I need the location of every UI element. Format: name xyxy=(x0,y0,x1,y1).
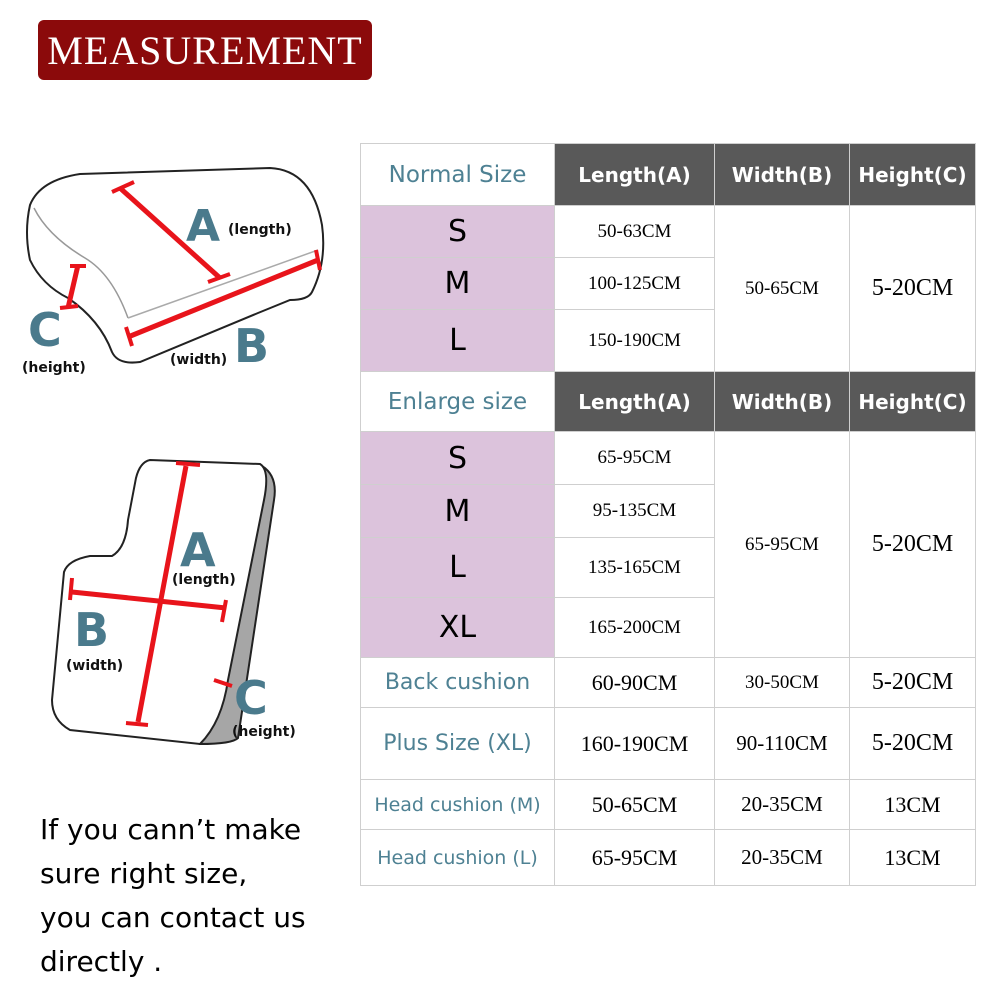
seat-b-letter: B xyxy=(234,319,270,373)
normal-width-value: 50-65CM xyxy=(715,206,850,372)
back-b-letter: B xyxy=(74,603,110,657)
extra-width: 90-110CM xyxy=(715,708,850,780)
extra-length: 65-95CM xyxy=(555,830,715,886)
extra-height: 13CM xyxy=(850,780,976,830)
size-cell: M xyxy=(361,258,555,310)
enlarge-width-header: Width(B) xyxy=(715,372,850,432)
length-cell: 50-63CM xyxy=(555,206,715,258)
note-line: directly . xyxy=(40,945,163,978)
length-cell: 100-125CM xyxy=(555,258,715,310)
seat-c-letter: C xyxy=(28,303,62,357)
normal-height-value: 5-20CM xyxy=(850,206,976,372)
enlarge-height-header: Height(C) xyxy=(850,372,976,432)
extra-width: 30-50CM xyxy=(715,658,850,708)
normal-width-header: Width(B) xyxy=(715,144,850,206)
table-row xyxy=(361,658,976,708)
size-cell: XL xyxy=(361,598,555,658)
extra-height: 5-20CM xyxy=(850,708,976,780)
length-cell: 135-165CM xyxy=(555,538,715,598)
normal-length-header: Length(A) xyxy=(555,144,715,206)
banner-title: MEASUREMENT xyxy=(47,27,363,73)
size-cell: L xyxy=(361,310,555,372)
seat-a-note: (length) xyxy=(228,222,292,238)
length-cell: 65-95CM xyxy=(555,432,715,485)
enlarge-width-value: 65-95CM xyxy=(715,432,850,658)
table-row xyxy=(361,830,976,886)
enlarge-height-value: 5-20CM xyxy=(850,432,976,658)
seat-cushion-diagram xyxy=(22,168,323,376)
size-cell: S xyxy=(361,432,555,485)
back-a-letter: A xyxy=(180,523,216,577)
back-c-note: (height) xyxy=(232,724,296,740)
seat-height-cap-bottom xyxy=(60,306,78,308)
note-line: sure right size, xyxy=(40,857,248,890)
extra-width: 20-35CM xyxy=(715,830,850,886)
table-row xyxy=(361,206,976,258)
back-a-note: (length) xyxy=(172,572,236,588)
extra-label: Plus Size (XL) xyxy=(361,708,555,780)
back-cushion-diagram xyxy=(52,460,296,744)
enlarge-length-header: Length(A) xyxy=(555,372,715,432)
extra-height: 13CM xyxy=(850,830,976,886)
seat-b-note: (width) xyxy=(170,352,228,368)
extra-label: Head cushion (L) xyxy=(361,830,555,886)
table-row xyxy=(361,432,976,485)
note-line: you can contact us xyxy=(40,901,306,934)
enlarge-size-label: Enlarge size xyxy=(361,372,555,432)
length-cell: 150-190CM xyxy=(555,310,715,372)
note-line: If you cann’t make xyxy=(40,813,302,846)
normal-size-label: Normal Size xyxy=(361,144,555,206)
table-row xyxy=(361,780,976,830)
extra-label: Back cushion xyxy=(361,658,555,708)
size-cell: M xyxy=(361,485,555,538)
enlarge-header-row xyxy=(361,372,976,432)
table-row xyxy=(361,708,976,780)
back-c-letter: C xyxy=(234,671,268,725)
measurement-diagrams xyxy=(0,0,363,780)
back-length-cap-top xyxy=(176,463,200,465)
seat-a-letter: A xyxy=(186,201,221,252)
back-length-cap-bottom xyxy=(126,723,148,725)
normal-height-header: Height(C) xyxy=(850,144,976,206)
size-cell: L xyxy=(361,538,555,598)
extra-length: 160-190CM xyxy=(555,708,715,780)
contact-note xyxy=(40,808,340,984)
extra-height: 5-20CM xyxy=(850,658,976,708)
extra-width: 20-35CM xyxy=(715,780,850,830)
extra-length: 60-90CM xyxy=(555,658,715,708)
size-table xyxy=(360,143,976,886)
extra-label: Head cushion (M) xyxy=(361,780,555,830)
size-cell: S xyxy=(361,206,555,258)
extra-length: 50-65CM xyxy=(555,780,715,830)
seat-c-note: (height) xyxy=(22,360,86,376)
normal-header-row xyxy=(361,144,976,206)
back-b-note: (width) xyxy=(66,658,124,674)
back-width-cap-left xyxy=(70,578,72,600)
length-cell: 95-135CM xyxy=(555,485,715,538)
length-cell: 165-200CM xyxy=(555,598,715,658)
